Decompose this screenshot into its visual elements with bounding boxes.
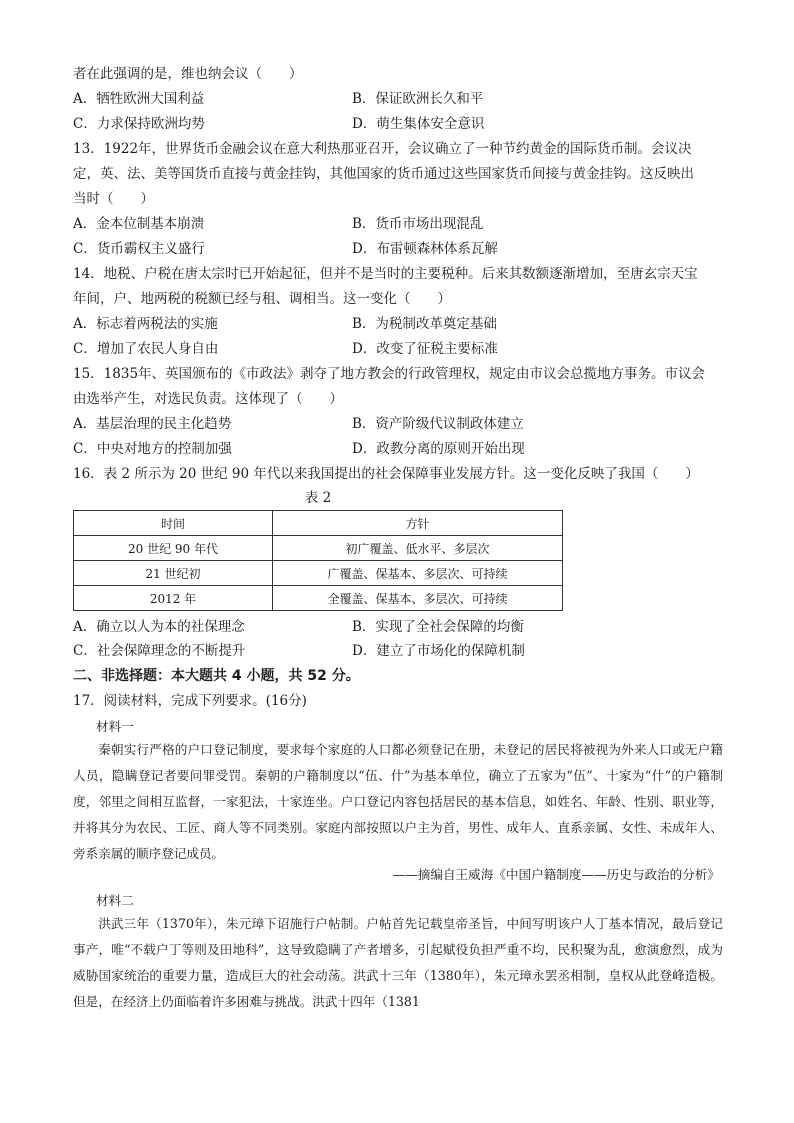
section-heading-nonchoice: 二、非选择题：本大题共 4 小题，共 52 分。 [73,668,360,684]
q13-options-row1 [73,214,723,234]
table-header-policy: 方针 [273,511,563,536]
q14-option-c[interactable]: C．增加了农民人身自由 [73,341,219,357]
q15-option-d[interactable]: D．政教分离的原则开始出现 [352,441,525,457]
q12-options-row2 [73,114,723,134]
q13-option-c[interactable]: C．货币霸权主义盛行 [73,241,205,257]
q16-option-d[interactable]: D．建立了市场化的保障机制 [352,643,525,659]
material-1-source: ——摘编自王威海《中国户籍制度——历史与政治的分析》 [392,867,720,882]
q13-option-d[interactable]: D．布雷顿森林体系瓦解 [352,241,498,257]
q15-options-row2 [73,439,723,459]
q16-option-a[interactable]: A．确立以人为本的社保理念 [73,619,245,635]
table-2 [73,510,563,611]
q16-option-b[interactable]: B．实现了全社会保障的均衡 [352,619,524,635]
q13-stem-line1: 13．1922年，世界货币金融会议在意大利热那亚召开，会议确立了一种节约黄金的国际货币制。会议决 [73,141,692,157]
q12-option-d[interactable]: D．萌生集体安全意识 [352,116,485,132]
material-2-label: 材料二 [96,893,134,908]
table-cell-time: 20 世纪 90 年代 [74,536,273,561]
material-1-text: 秦朝实行严格的户口登记制度，要求每个家庭的人口都必须登记在册，未登记的居民将被视为外来人口或无户籍人员，隐瞒登记者要问罪受罚。秦朝的户籍制度以“伍、什”为基本单位，确立了五家为“伍”、十家为“什”的户籍制度，邻里之间相互监督，一家犯法，十家连坐。户口登记内容包括居民的基本信息，如姓名、年龄、性别、职业等，并将其分为农民、工匠、商人等不同类别。家庭内部按照以户主为首，男性、成年人、直系亲属、女性、未成年人、旁系亲属的顺序登记成员。 [73,742,723,861]
q16-options-row2 [73,641,723,661]
q12-option-c[interactable]: C．力求保持欧洲均势 [73,116,205,132]
q12-option-a[interactable]: A．牺牲欧洲大国利益 [73,91,205,107]
q15-option-b[interactable]: B．资产阶级代议制政体建立 [352,416,524,432]
q16-option-c[interactable]: C．社会保障理念的不断提升 [73,643,246,659]
q13-options-row2 [73,239,723,259]
q13-stem-line3: 当时（ ） [73,191,154,207]
table-cell-time: 21 世纪初 [74,561,273,586]
q14-options-row2 [73,339,723,359]
table-row [74,586,563,611]
table-row [74,536,563,561]
table-row [74,561,563,586]
material-1-label: 材料一 [96,719,134,734]
q14-option-b[interactable]: B．为税制改革奠定基础 [352,316,497,332]
q15-options-row1 [73,414,723,434]
q14-option-a[interactable]: A．标志着两税法的实施 [73,316,218,332]
table-header-row [74,511,563,536]
q13-option-b[interactable]: B．货币市场出现混乱 [352,216,484,232]
q12-options-row1 [73,89,723,109]
table-header-time: 时间 [74,511,273,536]
q12-stem-tail: 者在此强调的是，维也纳会议（ ） [73,66,303,82]
table-cell-policy: 广覆盖、保基本、多层次、可持续 [273,561,563,586]
q13-stem-line2: 定，英、法、美等国货币直接与黄金挂钩，其他国家的货币通过这些国家货币间接与黄金挂钩。这反映出 [73,166,694,182]
table-cell-time: 2012 年 [74,586,273,611]
q16-stem: 16．表 2 所示为 20 世纪 90 年代以来我国提出的社会保障事业发展方针。这一变化反映了我国（ ） [73,466,699,482]
material-2-text: 洪武三年（1370年），朱元璋下诏施行户帖制。户帖首先记载皇帝圣旨，中间写明该户人丁基本情况，最后登记事产，唯“不载户丁等则及田地科”，这导致隐瞒了产者增多，引起赋役负担严重不均，民积聚为乱，愈演愈烈，成为威胁国家统治的重要力量，造成巨大的社会动荡。洪武十三年（1380年），朱元璋永罢丞相制，皇权从此登峰造极。但是，在经济上仍面临着许多困难与挑战。洪武十四年（1381 [73,916,723,1009]
q14-stem-line2: 年间，户、地两税的税额已经与租、调相当。这一变化（ ） [73,291,451,307]
table-cell-policy: 全覆盖、保基本、多层次、可持续 [273,586,563,611]
q15-stem-line2: 由选举产生，对选民负责。这体现了（ ） [73,391,343,407]
q14-options-row1 [73,314,723,334]
q16-options-row1 [73,617,723,637]
q15-option-a[interactable]: A．基层治理的民主化趋势 [73,416,232,432]
q14-stem-line1: 14．地税、户税在唐太宗时已开始起征，但并不是当时的主要税种。后来其数额逐渐增加，至唐玄宗天宝 [73,266,698,282]
q15-stem-line1: 15．1835年、英国颁布的《市政法》剥夺了地方教会的行政管理权，规定由市议会总揽地方事务。市议会 [73,366,706,382]
q14-option-d[interactable]: D．改变了征税主要标准 [352,341,498,357]
table-cell-policy: 初广覆盖、低水平、多层次 [273,536,563,561]
q17-intro: 17．阅读材料，完成下列要求。(16分) [73,693,307,709]
q15-option-c[interactable]: C．中央对地方的控制加强 [73,441,232,457]
table-2-title: 表 2 [304,490,332,506]
q12-option-b[interactable]: B．保证欧洲长久和平 [352,91,484,107]
q13-option-a[interactable]: A．金本位制基本崩溃 [73,216,205,232]
